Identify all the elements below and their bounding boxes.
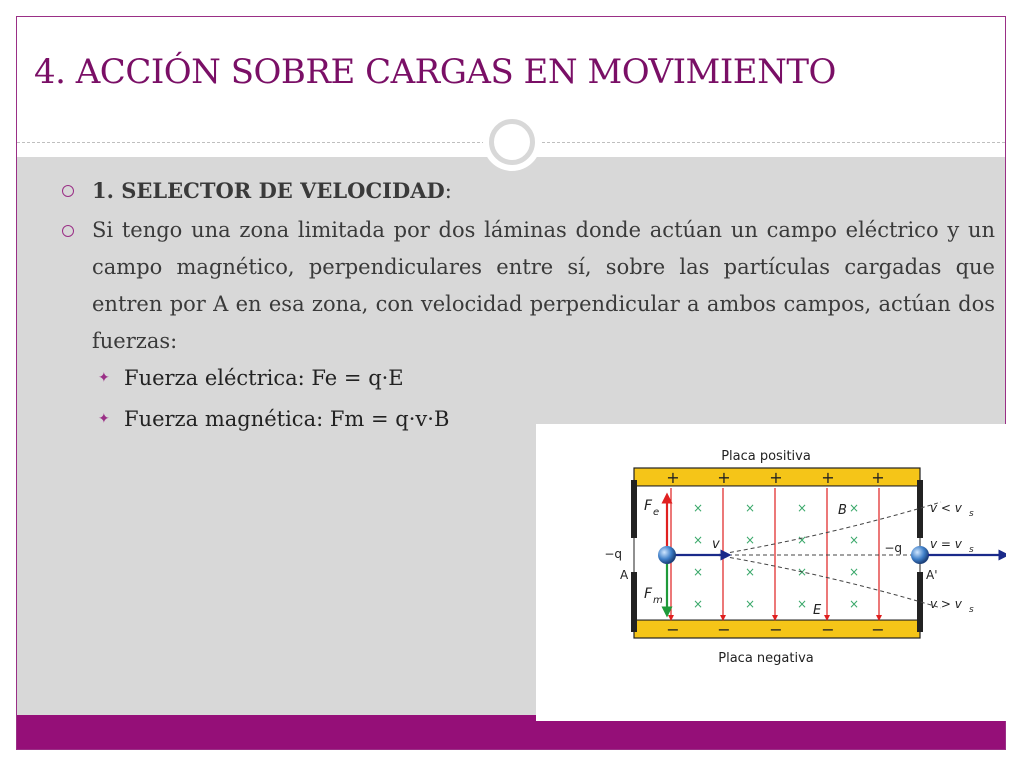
svg-text:×: × — [796, 501, 808, 515]
section-heading: 1. SELECTOR DE VELOCIDAD — [92, 178, 445, 203]
bullet-list — [60, 172, 995, 438]
vs-sub: s — [969, 509, 974, 519]
plus-sign: + — [821, 468, 835, 487]
b-label: B — [838, 503, 847, 518]
charge-left-label: −q — [604, 547, 622, 561]
minus-sign: − — [717, 620, 731, 639]
e-label: E — [813, 603, 822, 618]
plus-sign: + — [871, 468, 885, 487]
slide-title: 4. ACCIÓN SOBRE CARGAS EN MOVIMIENTO — [34, 52, 836, 92]
fm-label: F — [644, 586, 653, 602]
v-eq-label: v = v — [930, 537, 962, 551]
heading-colon: : — [444, 179, 452, 203]
minus-sign: − — [666, 620, 680, 639]
velocity-selector-diagram — [536, 424, 1006, 721]
svg-text:×: × — [796, 533, 808, 547]
plus-sign: + — [666, 468, 680, 487]
plus-sign: + — [769, 468, 783, 487]
sub-item-label: Fuerza magnética: Fm = — [124, 407, 396, 431]
star-bullet-icon: ✦ — [98, 370, 110, 386]
svg-text:×: × — [692, 565, 704, 579]
bottom-plate-label: Placa negativa — [718, 651, 814, 666]
svg-text:×: × — [744, 533, 756, 547]
left-wall-bottom — [631, 572, 637, 632]
bullet-circle-icon — [62, 185, 74, 197]
svg-text:×: × — [744, 597, 756, 611]
fe-label: F — [644, 498, 653, 514]
svg-text:×: × — [744, 565, 756, 579]
v-greater-label: v > v — [930, 597, 962, 611]
plus-sign: + — [717, 468, 731, 487]
svg-text:×: × — [848, 533, 860, 547]
minus-sign: − — [821, 620, 835, 639]
minus-sign: − — [871, 620, 885, 639]
v-label: v — [712, 537, 720, 552]
decorative-ring-core — [499, 129, 525, 155]
diagram-svg — [536, 424, 1006, 721]
svg-text:×: × — [692, 533, 704, 547]
minus-sign: − — [769, 620, 783, 639]
svg-text:×: × — [744, 501, 756, 515]
top-plate-label: Placa positiva — [721, 449, 811, 464]
left-wall-top — [631, 480, 637, 538]
vs-sub: s — [969, 545, 974, 555]
paragraph-text: Si tengo una zona limitada por dos láminas donde actúan un campo eléctrico y un campo magnético, perpendiculares entre sí, sobre las partículas cargadas que entren por A en esa zona, con velocidad perpendicular a ambos campos, actúan dos fuerzas: — [92, 218, 995, 353]
entry-point-label: A — [620, 568, 629, 582]
exit-point-label: A' — [926, 568, 938, 582]
charge-left — [658, 546, 676, 564]
fe-subscript: e — [653, 507, 660, 518]
sub-item-label: Fuerza eléctrica: Fe = — [124, 366, 369, 390]
charge-right-label: −q — [884, 541, 902, 555]
bullet-circle-icon — [62, 225, 74, 237]
svg-text:×: × — [848, 597, 860, 611]
svg-text:×: × — [848, 565, 860, 579]
formula-electric: q·E — [368, 366, 404, 390]
bullet-paragraph — [60, 212, 995, 360]
formula-magnetic: q·v·B — [395, 407, 450, 431]
svg-text:×: × — [692, 501, 704, 515]
svg-text:×: × — [848, 501, 860, 515]
svg-text:×: × — [796, 565, 808, 579]
fm-subscript: m — [653, 595, 663, 606]
field-region — [634, 486, 920, 620]
charge-right — [911, 546, 929, 564]
star-bullet-icon: ✦ — [98, 411, 110, 427]
v-less-label: v < v — [930, 501, 962, 515]
bullet-heading — [60, 172, 995, 210]
svg-text:×: × — [796, 597, 808, 611]
velocity-cases — [930, 501, 974, 615]
svg-text:×: × — [692, 597, 704, 611]
vs-sub: s — [969, 605, 974, 615]
sub-item-electric-force — [60, 360, 995, 397]
